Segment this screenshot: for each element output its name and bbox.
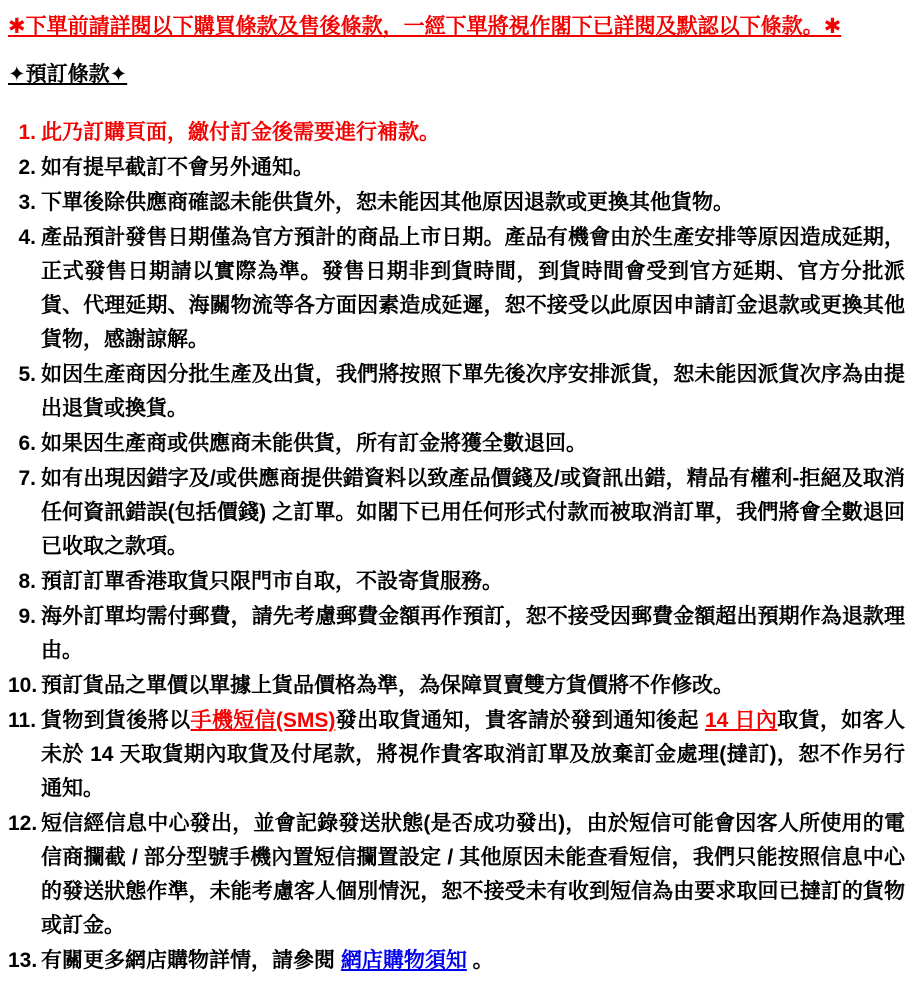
term-number: 10. <box>8 674 38 697</box>
text-run: 取貨，如客人未於 14 天取貨期內取貨及付尾款，將視作貴客取消訂單及放棄訂金處理(撻訂)，恕不作另行通知。 <box>41 709 906 800</box>
term-text <box>41 812 905 937</box>
preorder-terms-document <box>8 10 905 978</box>
term-item-11 <box>8 704 905 806</box>
text-run: 有關更多網店購物詳情，請參閱 <box>41 949 341 972</box>
text-run: 預訂貨品之單價以單據上貨品價格為準，為保障買賣雙方貨價將不作修改。 <box>41 674 734 697</box>
text-run: 如因生產商因分批生產及出貨，我們將按照下單先後次序安排派貨，恕未能因派貨次序為由提出退貨或換貨。 <box>41 363 905 420</box>
term-text <box>41 949 494 972</box>
term-number: 8. <box>18 570 36 593</box>
term-item-5 <box>8 358 905 426</box>
term-text <box>41 226 905 351</box>
text-run: 發出取貨通知，貴客請於發到通知後起 <box>335 709 705 732</box>
term-number: 13. <box>8 949 38 972</box>
term-item-2 <box>8 151 905 185</box>
term-number: 6. <box>18 432 36 455</box>
term-item-8 <box>8 565 905 599</box>
term-number: 2. <box>18 156 36 179</box>
term-item-10 <box>8 669 905 703</box>
pickup-deadline-highlight: 14 日內 <box>704 709 778 732</box>
term-number: 9. <box>18 605 36 628</box>
text-run: 如有出現因錯字及/或供應商提供錯資料以致產品價錢及/或資訊出錯，精品有權利-拒絕及取消任何資訊錯誤(包括價錢) 之訂單。如閣下已用任何形式付款而被取消訂單，我們將會全數退回已收取之款項。 <box>41 467 905 558</box>
sms-highlight: 手機短信(SMS) <box>190 709 336 732</box>
term-text <box>41 156 314 179</box>
term-item-9 <box>8 600 905 668</box>
text-run: 此乃訂購頁面，繳付訂金後需要進行補款。 <box>41 121 440 144</box>
text-run: 如有提早截訂不會另外通知。 <box>41 156 314 179</box>
purchase-terms-warning-title: ✱下單前請詳閱以下購買條款及售後條款，一經下單將視作閣下已詳閱及默認以下條款。✱ <box>8 15 842 38</box>
preorder-terms-heading: ✦預訂條款✦ <box>8 63 128 86</box>
text-run: 貨物到貨後將以 <box>41 709 191 732</box>
term-number: 3. <box>18 191 36 214</box>
term-item-3 <box>8 186 905 220</box>
term-number: 1. <box>18 121 36 144</box>
term-number: 11. <box>8 709 37 732</box>
term-number: 12. <box>8 812 38 835</box>
term-number: 7. <box>18 467 36 490</box>
term-text <box>41 605 905 662</box>
term-item-4 <box>8 221 905 357</box>
term-item-12 <box>8 807 905 943</box>
term-text <box>41 363 905 420</box>
text-run: 短信經信息中心發出，並會記錄發送狀態(是否成功發出)，由於短信可能會因客人所使用的電信商攔截 / 部分型號手機內置短信攔置設定 / 其他原因未能查看短信，我們只能按照信息中心的發送狀態作準，未能考慮客人個別情況，恕不接受未有收到短信為由要求取回已撻訂的貨物或訂金。 <box>41 812 905 937</box>
store-shopping-notice-link[interactable]: 網店購物須知 <box>340 949 467 972</box>
text-run: 。 <box>466 949 494 972</box>
term-text <box>41 191 734 214</box>
text-run: 產品預計發售日期僅為官方預計的商品上市日期。產品有機會由於生產安排等原因造成延期，正式發售日期請以實際為準。發售日期非到貨時間，到貨時間會受到官方延期、官方分批派貨、代理延期、海關物流等各方面因素造成延遲，恕不接受以此原因申請訂金退款或更換其他貨物，感謝諒解。 <box>41 226 905 351</box>
text-run: 海外訂單均需付郵費，請先考慮郵費金額再作預訂，恕不接受因郵費金額超出預期作為退款理由。 <box>41 605 905 662</box>
text-run: 如果因生產商或供應商未能供貨，所有訂金將獲全數退回。 <box>41 432 587 455</box>
term-item-7 <box>8 462 905 564</box>
term-number: 4. <box>18 226 36 249</box>
term-text <box>41 121 440 144</box>
text-run: 預訂訂單香港取貨只限門市自取，不設寄貨服務。 <box>41 570 503 593</box>
term-item-1 <box>8 116 905 150</box>
term-text <box>41 674 734 697</box>
term-text <box>41 432 587 455</box>
term-text <box>41 570 503 593</box>
term-text <box>41 467 905 558</box>
term-item-13 <box>8 944 905 978</box>
term-number: 5. <box>18 363 36 386</box>
text-run: 下單後除供應商確認未能供貨外，恕未能因其他原因退款或更換其他貨物。 <box>41 191 734 214</box>
term-item-6 <box>8 427 905 461</box>
term-text <box>41 709 905 800</box>
terms-list <box>8 116 905 978</box>
